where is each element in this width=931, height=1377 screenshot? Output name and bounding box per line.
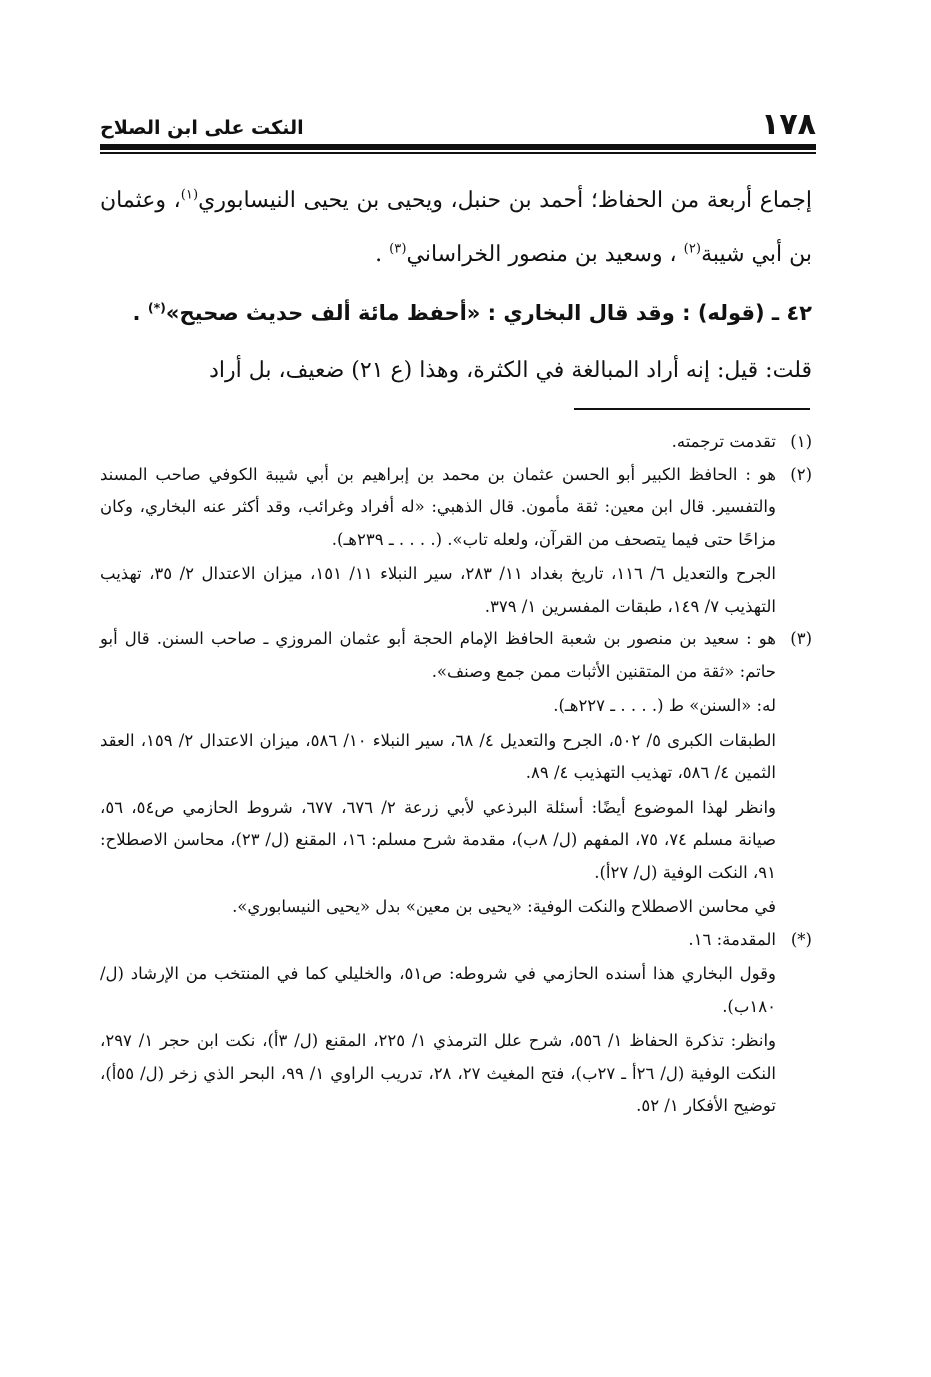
- footnote-marker: (*): [790, 929, 812, 949]
- footnote-marker: (٣): [790, 629, 812, 648]
- item-heading-text: ٤٢ ـ (قوله) : وقد قال البخاري : «أحفظ مائة ألف حديث صحيح»: [165, 301, 812, 325]
- footnote-reference: (٢): [683, 241, 702, 257]
- footnote-paragraph: الطبقات الكبرى ٥/ ٥٠٢، الجرح والتعديل ٤/ ٦٨، سير النبلاء ١٠/ ٥٨٦، ميزان الاعتدال ٢/ ١٥٩، العقد الثمين ٤/ ٥٨٦، تهذيب التهذيب ٤/ ٨٩.: [100, 730, 776, 782]
- header-rule: [100, 144, 816, 150]
- footnote: [100, 623, 812, 924]
- commentary-text: قلت: قيل: إنه أراد المبالغة في الكثرة، وهذا (ع ٢١) ضعيف، بل أراد: [209, 358, 812, 383]
- footnote: [100, 924, 812, 1123]
- commentary-paragraph: [100, 344, 812, 398]
- page-header: [100, 100, 816, 140]
- footnote-paragraph: وانظر: تذكرة الحفاظ ١/ ٥٥٦، شرح علل الترمذي ١/ ٢٢٥، المقنع (ل/ ٣أ)، نكت ابن حجر ١/ ٢٩٧، النكت الوفية (ل/ ٢٦أ ـ ٢٧ب)، فتح المغيث ٢٧، ٢٨، تدريب الراوي ١/ ٩٩، البحر الذي زخر (ل/ ٥٥أ)، توضيح الأفكار ١/ ٥٢.: [100, 1031, 777, 1115]
- page-number: ١٧٨: [761, 107, 816, 142]
- footnote-paragraph: وانظر لهذا الموضوع أيضًا: أسئلة البرذعي لأبي زرعة ٢/ ٦٧٦، ٦٧٧، شروط الحازمي ص٥٤، ٥٦، صيانة مسلم ٧٤، ٧٥، المفهم (ل/ ٨ب)، مقدمة شرح مسلم: ١٦، المقنع (ل/ ٢٣)، محاسن الاصطلاح: ٩١، النكت الوفية (ل/ ٢٧أ).: [100, 797, 777, 882]
- footnote-reference: (٣): [389, 241, 407, 257]
- header-rule-thin: [100, 152, 816, 154]
- main-text-line: ، وسعيد بن منصور الخراساني: [406, 242, 684, 267]
- footnote-reference: (*): [147, 300, 166, 315]
- main-text-line: وعثمان بن أبي شيبة: [100, 188, 812, 267]
- footnotes: [100, 426, 812, 1123]
- footnote: [100, 426, 812, 459]
- footnote-marker: (٢): [790, 464, 812, 484]
- footnote-paragraph: له: «السنن» ط (. . . . ـ ٢٢٧هـ).: [553, 696, 776, 715]
- footnote-paragraph: هو : الحافظ الكبير أبو الحسن عثمان بن محمد بن إبراهيم بن أبي شيبة الكوفي صاحب المسند والتفسير. قال ابن معين: ثقة مأمون. قال الذهبي: «له أفراد وغرائب، وقد أكثر عنه البخاري، وكان مزاحًا حتى فيما يتصحف من القرآن، ولعله تاب». (. . . . ـ ٢٣٩هـ).: [100, 464, 776, 549]
- main-paragraph: [100, 174, 812, 282]
- main-text-punctuation: ،: [173, 188, 181, 213]
- footnote-paragraph: هو : سعيد بن منصور بن شعبة الحافظ الإمام الحجة أبو عثمان المروزي ـ صاحب السنن. قال أبو حاتم: «ثقة من المتقنين الأثبات ممن جمع وصنف».: [100, 629, 776, 681]
- footnote-paragraph: الجرح والتعديل ٦/ ١١٦، تاريخ بغداد ١١/ ٢٨٣، سير النبلاء ١١/ ١٥١، ميزان الاعتدال ٢/ ٣٥، تهذيب التهذيب ٧/ ١٤٩، طبقات المفسرين ١/ ٣٧٩.: [100, 564, 776, 616]
- footnote-paragraph: وقول البخاري هذا أسنده الحازمي في شروطه: ص٥١، والخليلي كما في المنتخب من الإرشاد (ل/ ١٨٠ب).: [100, 964, 777, 1016]
- item-heading: [100, 286, 812, 340]
- footnote-paragraph: المقدمة: ١٦.: [688, 929, 776, 949]
- footnote-body: [100, 623, 776, 924]
- footnote-body: [100, 426, 776, 459]
- main-text-line: إجماع أربعة من الحفاظ؛ أحمد بن حنبل، ويحيى بن يحيى النيسابوري: [198, 188, 813, 213]
- footnote-reference: (١): [180, 187, 199, 203]
- running-title: النكت على ابن الصلاح: [100, 117, 304, 139]
- footnote-marker: (١): [790, 432, 812, 451]
- footnote-body: [100, 459, 776, 624]
- footnote-paragraph: في محاسن الاصطلاح والنكت الوفية: «يحيى بن معين» بدل «يحيى النيسابوري».: [232, 897, 776, 916]
- main-text: [100, 174, 812, 398]
- main-text-punctuation: .: [375, 242, 390, 267]
- footnote-paragraph: تقدمت ترجمته.: [671, 432, 776, 451]
- item-heading-punctuation: .: [132, 301, 148, 325]
- footnote-separator: [574, 408, 810, 410]
- footnote-body: [100, 924, 776, 1123]
- footnote: [100, 459, 812, 624]
